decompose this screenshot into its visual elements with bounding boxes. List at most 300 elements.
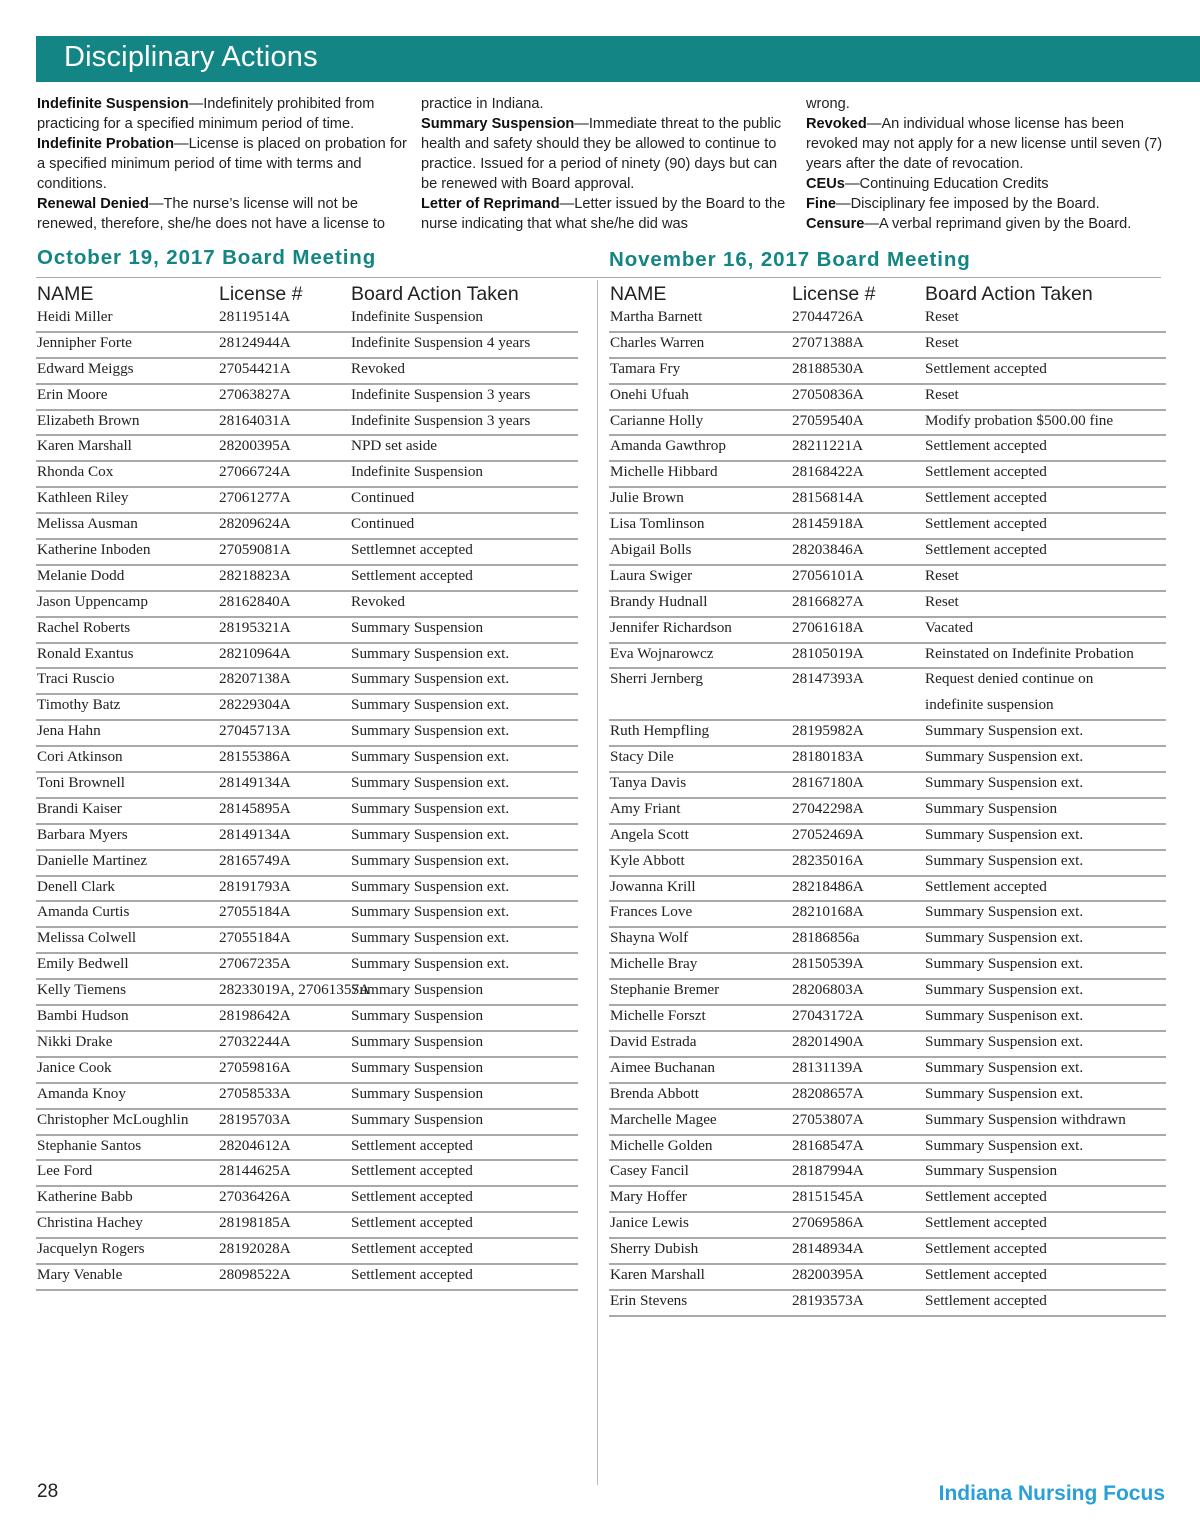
name-column-header: NAME [610,283,667,305]
license-cell: 28105019A [792,644,864,662]
license-cell: 28147393A [792,670,864,688]
action-cell: Revoked [351,359,405,377]
october-rows [36,307,578,1291]
action-cell: Indefinite Suspension 3 years [351,385,531,403]
definition-text: wrong. [806,96,850,112]
table-row [609,488,1166,514]
name-cell: Cori Atkinson [37,748,123,766]
publication-name: Indiana Nursing Focus [938,1482,1165,1505]
name-cell: Edward Meiggs [37,359,134,377]
action-cell: Summary Suspension ext. [925,748,1084,766]
definition-term: Fine [806,196,836,212]
name-cell: Brandy Hudnall [610,592,708,610]
action-cell: Summary Suspension [351,1084,484,1102]
name-cell: Danielle Martinez [37,851,148,869]
name-cell: Melanie Dodd [37,566,125,584]
table-row [36,618,578,644]
table-row [609,1032,1166,1058]
name-cell: Jason Uppencamp [37,592,148,610]
definition-text: —The nurse’s license will not be renewed, therefore, she/he does not have a license to [37,196,386,232]
definition-term: Indefinite Suspension [37,96,189,112]
definition [806,114,1166,174]
action-cell: Reset [925,308,959,325]
license-cell: 28168547A [792,1136,864,1154]
action-cell: Summary Suspension ext. [925,851,1084,869]
license-cell: 28156814A [792,489,864,507]
table-row [609,566,1166,592]
table-row [36,514,578,540]
page-title: Disciplinary Actions [64,41,318,73]
name-cell: Kathleen Riley [37,489,129,507]
license-cell: 28207138A [219,670,291,688]
license-cell: 28186856a [792,929,860,947]
name-cell: Lee Ford [37,1162,93,1180]
column-divider [597,280,598,1485]
table-row [36,980,578,1006]
action-cell: Summary Suspension ext. [925,774,1084,792]
action-cell: Indefinite Suspension [351,308,484,325]
name-cell: Erin Stevens [610,1291,688,1309]
definition-text: —Indefinitely prohibited from practicing for a specified minimum period of time. [37,96,375,132]
table-row [609,436,1166,462]
definition [37,94,407,134]
definition [421,114,791,194]
name-cell: Rachel Roberts [37,618,131,636]
definition-term: Censure [806,216,865,232]
name-cell: Sherry Dubish [610,1240,699,1258]
license-cell: 27066724A [219,463,291,481]
action-cell: Summary Suspension ext. [925,1136,1084,1154]
table-row [609,902,1166,928]
table-row [609,462,1166,488]
action-cell: Continued [351,489,415,507]
license-cell: 28204612A [219,1136,291,1154]
name-cell: Timothy Batz [37,696,121,714]
definitions-column-2 [421,94,791,234]
table-row [609,1291,1166,1317]
action-cell: Summary Suspension ext. [351,877,510,895]
license-cell: 28211221A [792,437,864,455]
name-cell: Onehi Ufuah [610,385,689,403]
action-cell: Summary Suspension ext. [925,929,1084,947]
license-cell: 28151545A [792,1188,864,1206]
license-cell: 27043172A [792,1007,864,1025]
definition-term: Letter of Reprimand [421,196,560,212]
action-cell: Summary Suspension ext. [925,903,1084,921]
action-cell: Summary Suspension ext. [351,825,510,843]
november-actions-table [609,281,1166,1317]
license-cell: 28162840A [219,592,291,610]
definition-text: —An individual whose license has been revoked may not apply for a new license until seven (7) years after the date of revocation. [806,116,1163,172]
definition-text: —Letter issued by the Board to the nurse indicating that what she/he did was [421,196,786,232]
license-cell: 27045713A [219,722,291,740]
definition-term: Indefinite Probation [37,136,175,152]
action-cell: Summary Suspension ext. [925,1058,1084,1076]
license-cell: 27053807A [792,1110,864,1128]
table-row [36,644,578,670]
table-row [36,1058,578,1084]
action-cell: Reset [925,385,959,403]
license-cell: 28208657A [792,1084,864,1102]
table-row [36,307,578,333]
action-cell: Summary Suspension ext. [925,1032,1084,1050]
table-row [609,411,1166,437]
action-cell: Summary Suspenison ext. [925,1007,1084,1025]
name-cell: Bambi Hudson [37,1007,129,1025]
table-row [36,462,578,488]
name-cell: Traci Ruscio [37,670,115,688]
license-cell: 28235016A [792,851,864,869]
definition-text: practice in Indiana. [421,96,544,112]
definition-text: —Continuing Education Credits [844,176,1049,192]
action-cell: Summary Suspension ext. [351,722,510,740]
table-row [36,359,578,385]
name-cell: Frances Love [610,903,693,921]
license-cell: 28149134A [219,825,291,843]
action-cell: Summary Suspension ext. [351,644,510,662]
license-cell: 27058533A [219,1084,291,1102]
table-row [36,954,578,980]
action-cell: Settlement accepted [925,359,1047,377]
license-cell: 28206803A [792,981,864,999]
name-cell: Barbara Myers [37,825,128,843]
name-cell: Heidi Miller [37,308,113,325]
action-cell: Indefinite Suspension 3 years [351,411,531,429]
table-row [609,695,1166,721]
table-header [609,281,1166,307]
action-cell: Summary Suspension ext. [351,851,510,869]
table-row [609,1136,1166,1162]
table-row [36,1110,578,1136]
table-row [36,773,578,799]
definition [806,214,1166,234]
definition-text: —License is placed on probation for a specified minimum period of time with terms and conditions. [37,136,407,192]
license-cell: 28180183A [792,748,864,766]
license-cell: 27067235A [219,955,291,973]
license-cell: 28149134A [219,774,291,792]
table-row [609,1213,1166,1239]
name-cell: Rhonda Cox [37,463,114,481]
definition-term: CEUs [806,176,845,192]
license-cell: 27056101A [792,566,864,584]
action-cell: Summary Suspension ext. [351,903,510,921]
name-cell: Stacy Dile [610,748,674,766]
license-cell: 27069586A [792,1214,864,1232]
name-cell: Michelle Bray [610,955,698,973]
table-row [36,1187,578,1213]
table-row [36,1006,578,1032]
action-column-header: Board Action Taken [351,283,519,305]
action-cell: Indefinite Suspension 4 years [351,333,531,351]
license-cell: 27055184A [219,929,291,947]
name-cell: Toni Brownell [37,774,125,792]
table-row [36,488,578,514]
table-row [609,333,1166,359]
license-cell: 28201490A [792,1032,864,1050]
action-cell: Summary Suspension [351,981,484,999]
action-cell: Summary Suspension [351,1058,484,1076]
name-cell: Charles Warren [610,333,705,351]
definition-term: Renewal Denied [37,196,149,212]
action-cell: Settlement accepted [925,1291,1047,1309]
november-rows [609,307,1166,1317]
name-cell: Martha Barnett [610,308,703,325]
license-cell: 28145895A [219,799,291,817]
name-cell: Ronald Exantus [37,644,134,662]
name-cell: Jennifer Richardson [610,618,732,636]
definitions-column-3 [806,94,1166,234]
action-cell: Summary Suspension [925,1162,1058,1180]
action-cell: Settlement accepted [925,1240,1047,1258]
action-cell: Summary Suspension ext. [925,955,1084,973]
name-cell: Michelle Forszt [610,1007,706,1025]
action-cell: Reset [925,592,959,610]
definition [421,194,791,234]
action-cell: Settlement accepted [351,566,473,584]
table-row [36,799,578,825]
name-cell: Melissa Ausman [37,515,138,533]
table-row [609,1187,1166,1213]
table-row [609,592,1166,618]
table-row [609,980,1166,1006]
table-row [36,1032,578,1058]
action-cell: Settlement accepted [925,489,1047,507]
table-row [609,1239,1166,1265]
name-cell: Lisa Tomlinson [610,515,705,533]
action-cell: Summary Suspension ext. [351,955,510,973]
license-cell: 28233019A, 27061357A [219,981,371,999]
table-row [36,385,578,411]
action-cell: Settlement accepted [351,1188,473,1206]
table-row [36,592,578,618]
name-cell: Amy Friant [610,799,681,817]
table-row [36,1239,578,1265]
table-row [36,669,578,695]
license-cell: 27044726A [792,308,864,325]
license-cell: 27032244A [219,1032,291,1050]
license-cell: 28187994A [792,1162,864,1180]
action-cell: Settlement accepted [925,437,1047,455]
license-cell: 27063827A [219,385,291,403]
license-cell: 28200395A [219,437,291,455]
october-meeting-title: October 19, 2017 Board Meeting [37,246,377,269]
table-row [36,1084,578,1110]
name-cell: Marchelle Magee [610,1110,717,1128]
table-row [609,1058,1166,1084]
definition-term: Summary Suspension [421,116,575,132]
action-cell: Summary Suspension ext. [351,929,510,947]
table-row [609,540,1166,566]
license-cell: 27059081A [219,541,291,559]
license-cell: 28150539A [792,955,864,973]
table-row [609,799,1166,825]
action-cell: Settlement accepted [925,1214,1047,1232]
action-cell: Reset [925,566,959,584]
october-actions-table [36,281,578,1291]
table-row [36,436,578,462]
table-row [36,825,578,851]
name-cell: Laura Swiger [610,566,693,584]
page-title-banner [36,36,1200,82]
table-row [609,1161,1166,1187]
definition [37,194,407,234]
action-cell: Settlemnet accepted [351,541,473,559]
table-row [609,618,1166,644]
action-cell: Summary Suspension ext. [351,774,510,792]
license-cell: 28195321A [219,618,291,636]
table-row [36,411,578,437]
action-cell: Summary Suspension ext. [351,696,510,714]
license-cell: 28209624A [219,515,291,533]
action-cell: Summary Suspension [925,799,1058,817]
table-header [36,281,578,307]
license-cell: 28131139A [792,1058,864,1076]
action-cell: Continued [351,515,415,533]
definition [806,94,1166,114]
action-cell: Settlement accepted [925,463,1047,481]
action-cell: Summary Suspension ext. [925,1084,1084,1102]
name-cell: Katherine Babb [37,1188,133,1206]
action-cell: Indefinite Suspension [351,463,484,481]
name-cell: Abigail Bolls [610,541,692,559]
name-cell: Amanda Gawthrop [610,437,726,455]
license-cell: 28119514A [219,308,291,325]
table-row [36,851,578,877]
action-cell: Settlement accepted [925,1188,1047,1206]
name-cell: Karen Marshall [37,437,132,455]
license-cell: 27050836A [792,385,864,403]
action-cell: Summary Suspension ext. [351,799,510,817]
name-cell: Melissa Colwell [37,929,137,947]
license-cell: 28168422A [792,463,864,481]
license-cell: 28198185A [219,1214,291,1232]
action-cell: Summary Suspension [351,1032,484,1050]
action-column-header: Board Action Taken [925,283,1093,305]
name-cell: Eva Wojnarowcz [610,644,714,662]
table-row [609,721,1166,747]
license-cell: 28200395A [792,1265,864,1283]
name-cell: Kelly Tiemens [37,981,127,999]
license-cell: 28210168A [792,903,864,921]
action-cell: Settlement accepted [925,1265,1047,1283]
license-cell: 27059816A [219,1058,291,1076]
name-cell: Mary Hoffer [610,1188,687,1206]
license-cell: 28165749A [219,851,291,869]
table-row [36,902,578,928]
action-cell: Settlement accepted [351,1162,473,1180]
license-column-header: License # [219,283,303,305]
license-cell: 27036426A [219,1188,291,1206]
table-row [609,1006,1166,1032]
name-cell: Jacquelyn Rogers [37,1240,145,1258]
name-cell: Erin Moore [37,385,108,403]
license-cell: 28188530A [792,359,864,377]
license-cell: 28145918A [792,515,864,533]
license-cell: 27042298A [792,799,864,817]
action-cell: Revoked [351,592,405,610]
name-cell: Michelle Golden [610,1136,713,1154]
license-cell: 27059540A [792,411,864,429]
table-row [36,540,578,566]
name-cell: Jennipher Forte [37,333,132,351]
license-cell: 28218823A [219,566,291,584]
license-cell: 27054421A [219,359,291,377]
table-row [36,877,578,903]
table-row [609,851,1166,877]
table-row [609,1084,1166,1110]
action-cell: Summary Suspension ext. [351,748,510,766]
table-row [609,514,1166,540]
name-cell: Brandi Kaiser [37,799,122,817]
name-cell: Christina Hachey [37,1214,143,1232]
license-cell: 28193573A [792,1291,864,1309]
name-cell: Casey Fancil [610,1162,689,1180]
table-row [609,359,1166,385]
name-cell: Ruth Hempfling [610,722,710,740]
table-row [36,928,578,954]
license-cell: 28098522A [219,1265,291,1283]
license-cell: 28229304A [219,696,291,714]
name-cell: Katherine Inboden [37,541,151,559]
action-cell: Summary Suspension withdrawn [925,1110,1126,1128]
name-cell: Christopher McLoughlin [37,1110,189,1128]
name-cell: Sherri Jernberg [610,670,703,688]
name-cell: Michelle Hibbard [610,463,718,481]
table-row [36,721,578,747]
license-cell: 28195703A [219,1110,291,1128]
definition-text: —A verbal reprimand given by the Board. [864,216,1132,232]
table-row [36,1136,578,1162]
license-cell: 27071388A [792,333,864,351]
action-cell: Settlement accepted [925,541,1047,559]
table-row [36,1161,578,1187]
license-cell: 28166827A [792,592,864,610]
license-cell: 28167180A [792,774,864,792]
name-cell: Elizabeth Brown [37,411,140,429]
action-cell: Summary Suspension [351,1007,484,1025]
action-cell: Settlement accepted [925,877,1047,895]
table-row [609,877,1166,903]
action-cell: Reset [925,333,959,351]
action-cell: Settlement accepted [351,1240,473,1258]
license-cell: 27061277A [219,489,291,507]
name-cell: Tanya Davis [610,774,687,792]
name-column-header: NAME [37,283,94,305]
license-cell: 28203846A [792,541,864,559]
license-cell: 28164031A [219,411,291,429]
definition [806,194,1166,214]
table-row [609,928,1166,954]
name-cell: Julie Brown [610,489,684,507]
license-cell: 28148934A [792,1240,864,1258]
license-column-header: License # [792,283,876,305]
name-cell: Janice Cook [37,1058,112,1076]
name-cell: Tamara Fry [610,359,681,377]
name-cell: Stephanie Santos [37,1136,142,1154]
action-cell: Summary Suspension ext. [351,670,510,688]
name-cell: Amanda Curtis [37,903,130,921]
table-row [609,747,1166,773]
table-row [609,669,1166,695]
name-cell: Emily Bedwell [37,955,129,973]
action-cell: Summary Suspension ext. [925,722,1084,740]
license-cell: 28191793A [219,877,291,895]
table-row [36,333,578,359]
table-row [609,954,1166,980]
definition-term: Revoked [806,116,867,132]
table-row [609,644,1166,670]
action-cell: Request denied continue on [925,670,1094,688]
